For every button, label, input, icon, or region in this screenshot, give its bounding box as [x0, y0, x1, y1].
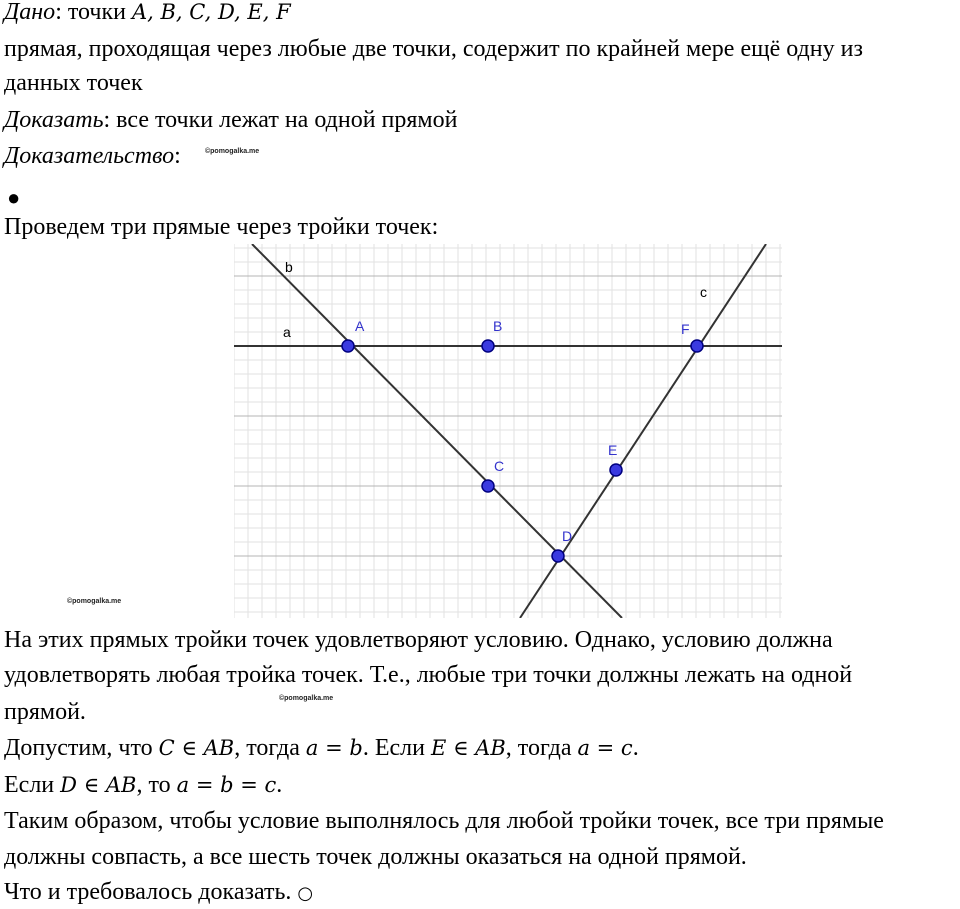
if-d-line [4, 770, 282, 800]
assume-text-4: , тогда [505, 735, 578, 761]
assume-text-1: Допустим, что [4, 735, 159, 761]
given-label: Дано [4, 0, 56, 25]
para-line-2: удовлетворять любая тройка точек. Т.е., любые три точки должны лежать на одной [4, 662, 853, 688]
point-F [691, 340, 703, 352]
ifd-text-3: . [276, 772, 283, 798]
qed-line [4, 877, 313, 909]
line-b [252, 244, 622, 618]
point-label-E: E [608, 442, 618, 458]
para-line-1: На этих прямых тройки точек удовлетворяют условию. Однако, условию должна [4, 627, 833, 653]
line-label-b: b [285, 259, 293, 275]
assume-text-5: . [632, 735, 639, 761]
prove-label: Доказать [4, 107, 104, 133]
assumption-line [4, 733, 639, 763]
point-D [552, 550, 564, 562]
qed-mark: ○ [297, 883, 314, 904]
watermark-middle: ©pomogalka.me [279, 695, 334, 702]
qed-text: Что и требовалось доказать. [4, 879, 292, 905]
ifd-math-1: D ∈ AB [60, 773, 137, 797]
given-line [4, 0, 291, 27]
ifd-math-2: a = b = c [176, 773, 277, 797]
line-label-a: a [283, 324, 291, 340]
assume-math-3: E ∈ AB [430, 736, 506, 760]
ifd-text-2: , то [136, 772, 177, 798]
assume-math-4: a = c [577, 736, 633, 760]
lines [234, 244, 782, 618]
points [342, 340, 703, 562]
prove-text: : все точки лежат на одной прямой [103, 107, 458, 133]
ifd-text-1: Если [4, 772, 61, 798]
given-condition-line-2: данных точек [4, 70, 143, 96]
point-label-B: B [493, 318, 503, 334]
proof-label: Доказательство [4, 143, 175, 169]
point-C [482, 480, 494, 492]
assume-text-3: . Если [362, 735, 431, 761]
given-points: A, B, C, D, E, F [131, 0, 291, 24]
line-label-c: c [700, 284, 707, 300]
assume-math-2: a = b [305, 736, 363, 760]
point-label-C: C [494, 458, 505, 474]
bullet-mark: ● [7, 185, 21, 210]
point-B [482, 340, 494, 352]
intro-line: Проведем три прямые через тройки точек: [4, 214, 439, 240]
point-E [610, 464, 622, 476]
conclusion-line-2: должны совпасть, а все шесть точек должны оказаться на одной прямой. [4, 844, 747, 870]
assume-text-2: , тогда [234, 735, 306, 761]
point-label-F: F [681, 321, 690, 337]
grid [234, 244, 782, 618]
watermark-left: ©pomogalka.me [67, 598, 122, 605]
prove-line [4, 105, 457, 135]
para-line-3: прямой. [4, 699, 86, 725]
point-label-D: D [562, 528, 573, 544]
conclusion-line-1: Таким образом, чтобы условие выполнялось для любой тройки точек, все три прямые [4, 808, 884, 834]
proof-line [4, 141, 181, 171]
geometry-diagram [234, 244, 782, 618]
point-A [342, 340, 354, 352]
assume-math-1: C ∈ AB [158, 736, 235, 760]
point-label-A: A [355, 318, 365, 334]
proof-sep: : [174, 143, 181, 169]
point-labels [355, 318, 690, 544]
given-condition-line-1: прямая, проходящая через любые две точки, содержит по крайней мере ещё одну из [4, 36, 863, 62]
given-sep: : точки [55, 0, 132, 25]
watermark-top: ©pomogalka.me [205, 148, 260, 155]
